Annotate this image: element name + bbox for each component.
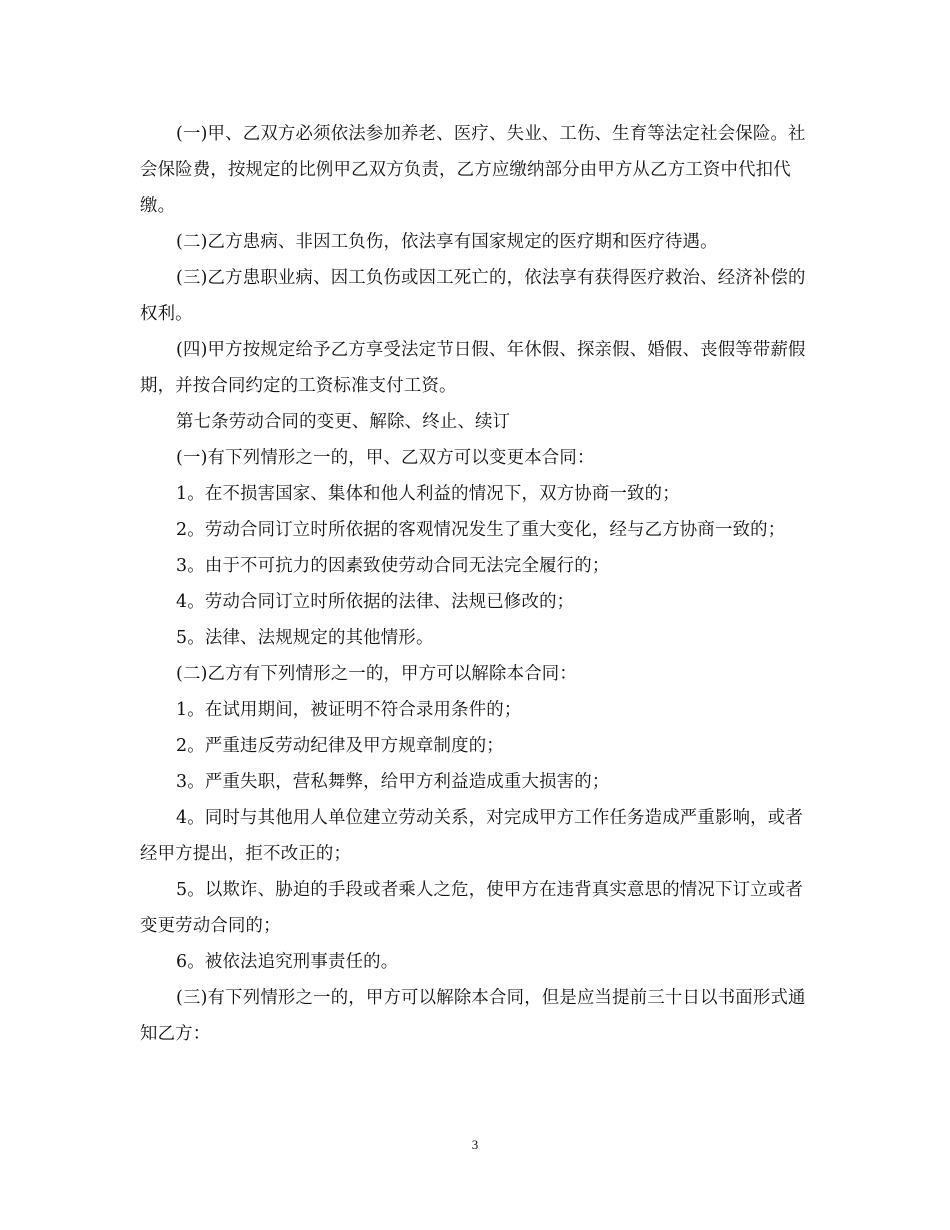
paragraph-termination-by-party-a: (二)乙方有下列情形之一的，甲方可以解除本合同： — [176, 664, 577, 684]
list-item: 6。被依法追究刑事责任的。 — [176, 952, 399, 972]
paragraph-paid-leave: (四)甲方按规定给予乙方享受法定节日假、年休假、探亲假、婚假、丧假等带薪假期，并按合同约定的工资标准支付工资。 — [140, 340, 806, 396]
list-item: 1。在试用期间，被证明不符合录用条件的； — [176, 700, 522, 720]
article-seven-heading: 第七条劳动合同的变更、解除、终止、续订 — [176, 412, 511, 432]
list-item: 3。由于不可抗力的因素致使劳动合同无法完全履行的； — [176, 556, 610, 576]
list-item: 4。劳动合同订立时所依据的法律、法规已修改的； — [176, 592, 575, 612]
list-item: 2。严重违反劳动纪律及甲方规章制度的； — [176, 736, 504, 756]
page-number: 3 — [471, 1137, 479, 1152]
paragraph-termination-with-notice: (三)有下列情形之一的，甲方可以解除本合同，但是应当提前三十日以书面形式通知乙方： — [140, 988, 806, 1044]
list-item: 3。严重失职，营私舞弊，给甲方利益造成重大损害的； — [176, 772, 610, 792]
list-item: 5。法律、法规规定的其他情形。 — [176, 628, 434, 648]
list-item: 5。以欺诈、胁迫的手段或者乘人之危，使甲方在违背真实意思的情况下订立或者变更劳动合同的； — [140, 880, 803, 936]
paragraph-social-insurance: (一)甲、乙双方必须依法参加养老、医疗、失业、工伤、生育等法定社会保险。社会保险费，按规定的比例甲乙双方负责，乙方应缴纳部分由甲方从乙方工资中代扣代缴。 — [140, 124, 806, 216]
paragraph-change-conditions: (一)有下列情形之一的，甲、乙双方可以变更本合同： — [176, 448, 595, 468]
list-item: 1。在不损害国家、集体和他人利益的情况下，双方协商一致的； — [176, 484, 680, 504]
list-item: 2。劳动合同订立时所依据的客观情况发生了重大变化，经与乙方协商一致的； — [176, 520, 786, 540]
paragraph-occupational-injury: (三)乙方患职业病、因工负伤或因工死亡的，依法享有获得医疗救治、经济补偿的权利。 — [140, 268, 806, 324]
list-item: 4。同时与其他用人单位建立劳动关系，对完成甲方工作任务造成严重影响，或者经甲方提出，拒不改正的； — [140, 808, 803, 864]
document-body — [140, 116, 810, 1052]
paragraph-illness-medical: (二)乙方患病、非因工负伤，依法享有国家规定的医疗期和医疗待遇。 — [176, 232, 718, 252]
